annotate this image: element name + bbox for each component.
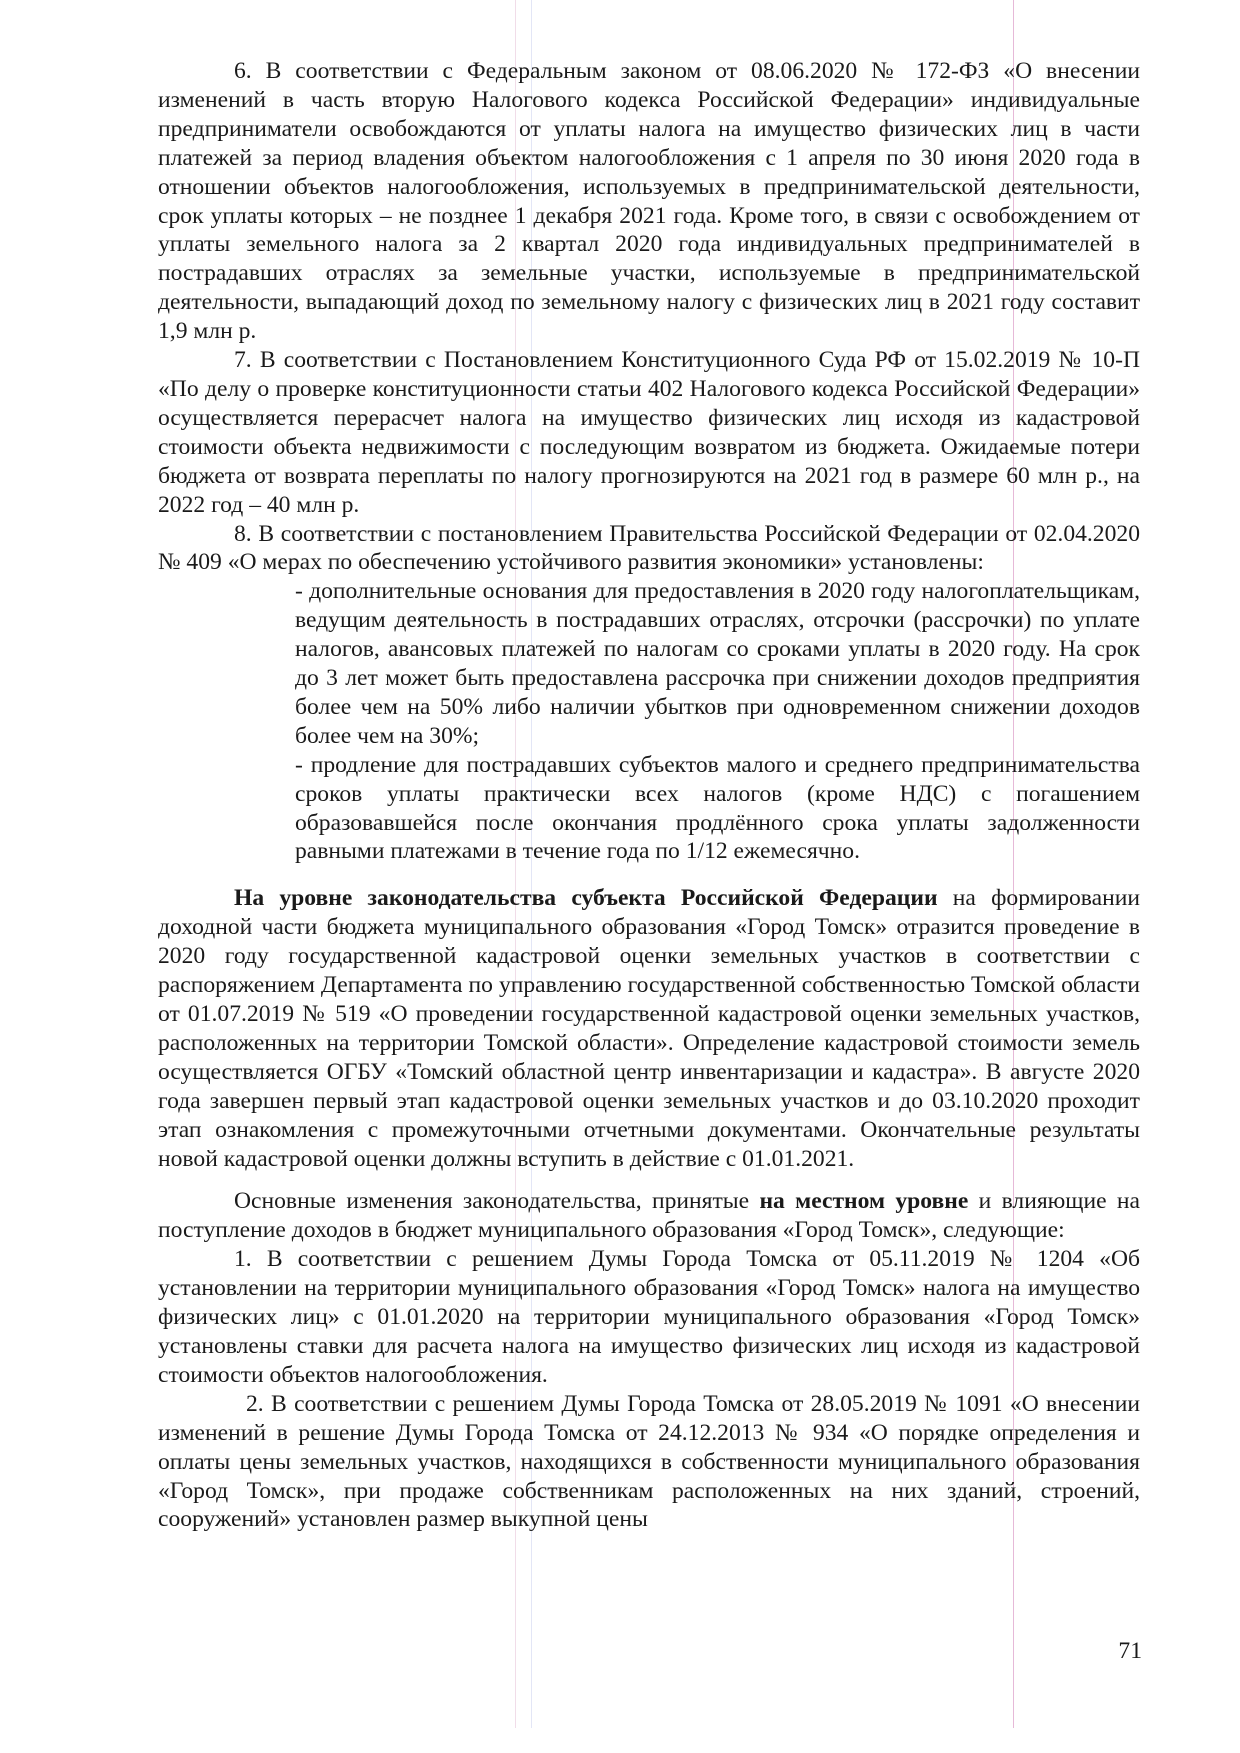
document-body: [158, 57, 1140, 1534]
paragraph-local-item-2: 2. В соответствии с решением Думы Города Томска от 28.05.2019 № 1091 «О внесении изменений в решение Думы Города Томска от 24.12.2013 № 934 «О порядке определения и оплаты цены земельных участков, находящихся в собственности муниципального образования «Город Томск», при продаже собственникам расположенных на них зданий, строений, сооружений» установлен размер выкупной цены: [158, 1390, 1140, 1533]
paragraph-item-6: 6. В соответствии с Федеральным законом от 08.06.2020 № 172-ФЗ «О внесении изменений в часть вторую Налогового кодекса Российской Федерации» индивидуальные предприниматели освобождаются от уплаты налога на имущество физических лиц в части платежей за период владения объектом налогообложения с 1 апреля по 30 июня 2020 года в отношении объектов налогообложения, используемых в предпринимательской деятельности, срок уплаты которых – не позднее 1 декабря 2021 года. Кроме того, в связи с освобождением от уплаты земельного налога за 2 квартал 2020 года индивидуальных предпринимателей в пострадавших отраслях за земельные участки, используемые в предпринимательской деятельности, выпадающий доход по земельному налогу с физических лиц в 2021 году составит 1,9 млн р.: [158, 58, 1140, 345]
paragraph-local-item-1: 1. В соответствии с решением Думы Города Томска от 05.11.2019 № 1204 «Об установлении на территории муниципального образования «Город Томск» налога на имущество физических лиц» с 01.01.2020 на территории муниципального образования «Город Томск» установлены ставки для расчета налога на имущество физических лиц исходя из кадастровой стоимости объектов налогообложения.: [158, 1246, 1140, 1388]
bullet-list: [295, 577, 1140, 866]
local-text-before: Основные изменения законодательства, принятые: [234, 1188, 760, 1215]
local-text-after: и влияющие на поступление доходов в бюджет муниципального образования «Город Томск», следующие:: [158, 1188, 1140, 1244]
paragraph-local-level: [158, 1187, 1140, 1245]
bullet-item: - дополнительные основания для предоставления в 2020 году налогоплательщикам, ведущим деятельность в пострадавших отраслях, отсрочки (рассрочки) по уплате налогов, авансовых платежей по налогам со сроками уплаты в 2020 году. На срок до 3 лет может быть предоставлена рассрочка при снижении доходов предприятия более чем на 50% либо наличии убытков при одновременном снижении доходов более чем на 30%;: [295, 578, 1140, 749]
paragraph-item-8: 8. В соответствии с постановлением Правительства Российской Федерации от 02.04.2020 № 409 «О мерах по обеспечению устойчивого развития экономики» установлены:: [158, 520, 1140, 576]
paragraph-item-7: 7. В соответствии с Постановлением Конституционного Суда РФ от 15.02.2019 № 10-П «По делу о проверке конституционности статьи 402 Налогового кодекса Российской Федерации» осуществляется перерасчет налога на имущество физических лиц исходя из кадастровой стоимости объекта недвижимости с последующим возвратом из бюджета. Ожидаемые потери бюджета от возврата переплаты по налогу прогнозируются на 2021 год в размере 60 млн р., на 2022 год – 40 млн р.: [158, 347, 1140, 518]
paragraph-regional-level: [158, 884, 1140, 1173]
page-number: 71: [1118, 1638, 1142, 1664]
local-heading-bold: на местном уровне: [759, 1188, 969, 1215]
regional-text: на формировании доходной части бюджета муниципального образования «Город Томск» отразится проведение в 2020 году государственной кадастровой оценки земельных участков в соответствии с распоряжением Департамента по управлению государственной собственностью Томской области от 01.07.2019 № 519 «О проведении государственной кадастровой оценки земельных участков, расположенных на территории Томской области». Определение кадастровой стоимости земель осуществляется ОГБУ «Томский областной центр инвентаризации и кадастра». В августе 2020 года завершен первый этап кадастровой оценки земельных участков и до 03.10.2020 проходит этап ознакомления с промежуточными отчетными документами. Окончательные результаты новой кадастровой оценки должны вступить в действие с 01.01.2021.: [158, 885, 1140, 1172]
regional-heading-bold: На уровне законодательства субъекта Российской Федерации: [234, 885, 938, 912]
bullet-item: - продление для пострадавших субъектов малого и среднего предпринимательства сроков уплаты практически всех налогов (кроме НДС) с погашением образовавшейся после окончания продлённого срока уплаты задолженности равными платежами в течение года по 1/12 ежемесячно.: [295, 751, 1140, 865]
